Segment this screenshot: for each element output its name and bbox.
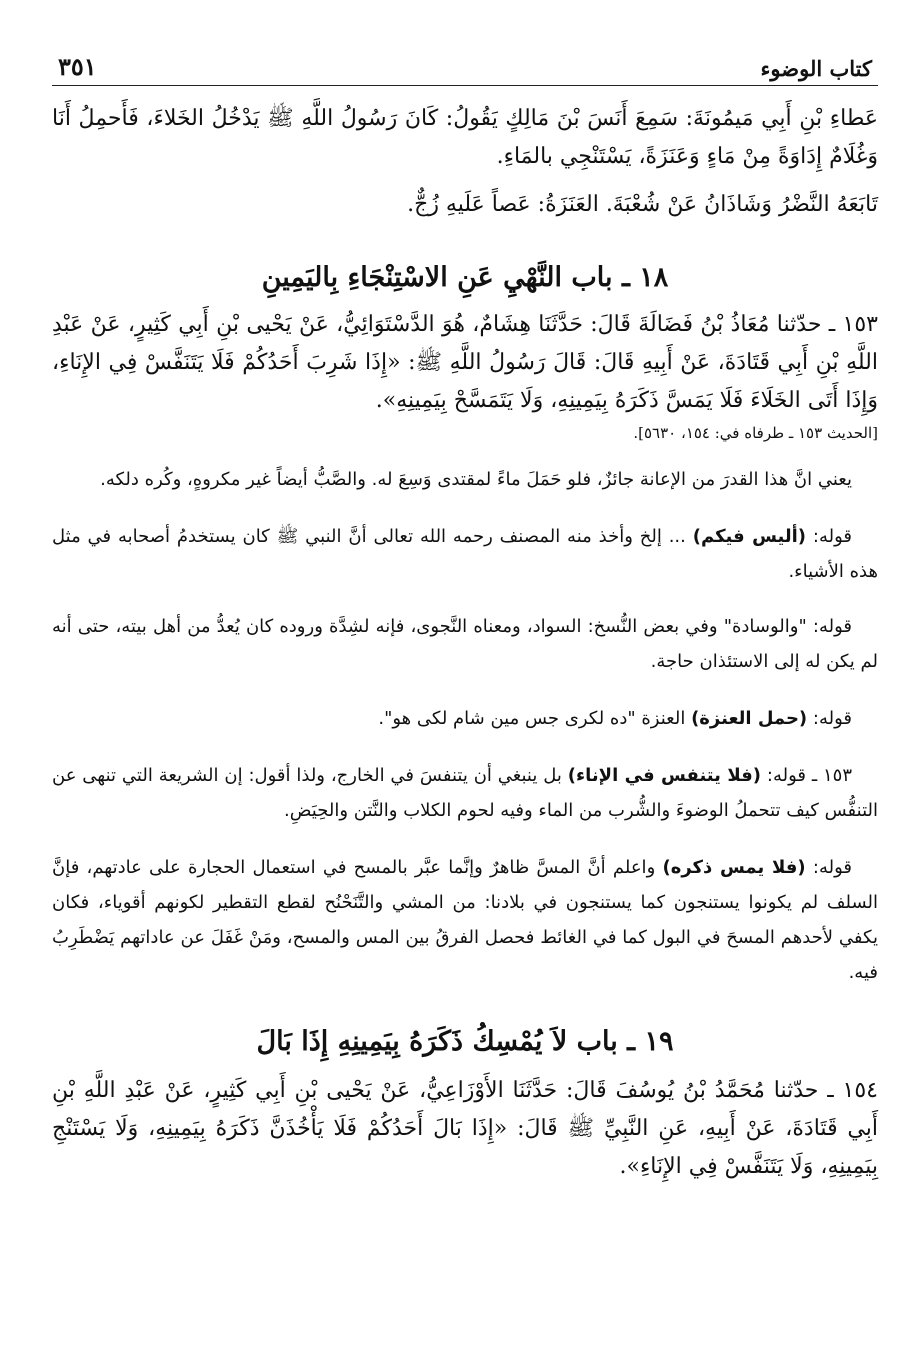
page-header: [52, 46, 878, 86]
page-number: ٣٥١: [58, 52, 97, 81]
commentary-body: بل ينبغي أن يتنفسَ في الخارج، ولذا أقول: إن الشريعة التي تنهى عن التنفُّس كيف تتحملُ الوضوءَ والشُّرب من الماء وفيه لحوم الكلاب والنَّتن والحِيَضِ.: [52, 765, 878, 821]
commentary-quote: (أليس فيكم): [692, 526, 807, 547]
hadith-152-text: عَطاءِ بْنِ أَبِي مَيمُونَةَ: سَمِعَ أَنَسَ بْنَ مَالِكٍ يَقُولُ: كَانَ رَسُولُ اللَّهِ ﷺ يَدْخُلُ الخَلاءَ، فَأَحمِلُ أَنَا وَغُلَامٌ إِدَاوَةً مِنْ مَاءٍ وَعَنَزَةً، يَسْتَنْجِي بالمَاءِ.: [52, 106, 878, 169]
hadith-152-note: تَابَعَهُ النَّضْرُ وَشَاذَانُ عَنْ شُعْبَةَ. العَنَزَةُ: عَصاً عَلَيهِ زُجٌّ.: [407, 192, 878, 217]
commentary-paragraph: [52, 850, 878, 990]
commentary-paragraph: [52, 758, 878, 828]
commentary-quote: (فلا يتنفس في الإناء): [567, 765, 761, 786]
commentary-body: العنزة "ده لكرى جس مين شام لكى هو".: [378, 708, 686, 729]
commentary-paragraph: يعني انَّ هذا القدرَ من الإعانة جائزٌ، فلو حَمَلَ ماءً لمقتدى وَسِعَ له. والصَّبُّ أيضاً غير مكروهٍ، وكُره دلكه.: [100, 469, 852, 490]
commentary-lead: ١٥٣ ـ قوله:: [766, 765, 852, 786]
commentary-lead: قوله:: [812, 857, 852, 878]
commentary-quote: (فلا يمس ذكره): [662, 857, 806, 878]
commentary-paragraph: [52, 519, 878, 589]
commentary-body: ... إلخ وأخذ منه المصنف رحمه الله تعالى أنَّ النبي ﷺ كان يستخدمُ أصحابه في مثل هذه الأشياء.: [52, 526, 878, 582]
hadith-153-text: ١٥٣ ـ حدّثنا مُعَاذُ بْنُ فَضَالَةَ قَالَ: حَدَّثَنَا هِشَامٌ، هُوَ الدَّسْتَوَائِيُّ، عَنْ يَحْيى بْنِ أَبِي كَثِيرٍ، عَنْ عَبْدِ اللَّهِ بْنِ أَبِي قَتَادَةَ، عَنْ أَبِيهِ قَالَ: قَالَ رَسُولُ اللَّهِ ﷺ: «إِذَا شَرِبَ أَحَدُكُمْ فَلَا يَتَنَفَّسْ فِي الإِنَاءِ، وَإِذَا أَتَى الخَلَاءَ فَلَا يَمَسَّ ذَكَرَهُ بِيَمِينِهِ، وَلَا يَتَمَسَّحْ بِيَمِينِهِ».: [52, 312, 878, 413]
commentary-quote: (حمل العنزة): [691, 708, 808, 729]
commentary-paragraph: [52, 701, 878, 736]
chapter-19-heading: ١٩ ـ باب لاَ يُمْسِكُ ذَكَرَهُ بِيَمِينِهِ إِذَا بَالَ: [256, 1026, 674, 1057]
book-title: كتاب الوضوء: [760, 56, 872, 81]
commentary-body: واعلم أنَّ المسَّ ظاهرٌ وإنَّما عبَّر بالمسح في استعمال الحجارة على عادتهم، فإنَّ السلف لم يكونوا يستنجون كما يستنجون في بلادنا: من المشي والتَّنَحْنُح لقطع التقطير لكونهم أقوياء، فكان يكفي لأحدهم المسحَ في البول كما في الغائط فحصل الفرقُ بين المس والمسح، ومَنْ غَفَلَ عن عاداتهم يَضْطَرِبُ فيه.: [52, 857, 878, 983]
chapter-18-heading: ١٨ ـ باب النَّهْيِ عَنِ الاسْتِنْجَاءِ بِاليَمِينِ: [261, 262, 669, 293]
book-page: [52, 46, 878, 1186]
commentary-paragraph: قوله: "والوسادة" وفي بعض النُّسخ: السواد، ومعناه النَّجوى، فإنه لشِدَّة وروده كان يُعدُّ من أهل بيته، حتى أنه لم يكن له إلى الاستئذان حاجة.: [52, 616, 878, 672]
commentary-lead: قوله:: [812, 708, 852, 729]
hadith-153-reference: [الحديث ١٥٣ ـ طرفاه في: ١٥٤، ٥٦٣٠].: [633, 424, 878, 442]
hadith-154-text: ١٥٤ ـ حدّثنا مُحَمَّدُ بْنُ يُوسُفَ قَالَ: حَدَّثَنَا الأَوْزَاعِيُّ، عَنْ يَحْيى بْنِ أَبِي كَثِيرٍ، عَنْ عَبْدِ اللَّهِ بْنِ أَبِي قَتَادَةَ، عَنْ أَبِيهِ، عَنِ النَّبِيِّ ﷺ قَالَ: «إِذَا بَالَ أَحَدُكُمْ فَلَا يَأْخُذَنَّ ذَكَرَهُ بِيَمِينِهِ، وَلَا يَسْتَنْجِ بِيَمِينِهِ، وَلَا يَتَنَفَّسْ فِي الإِنَاءِ».: [52, 1078, 878, 1179]
commentary-lead: قوله:: [812, 526, 852, 547]
